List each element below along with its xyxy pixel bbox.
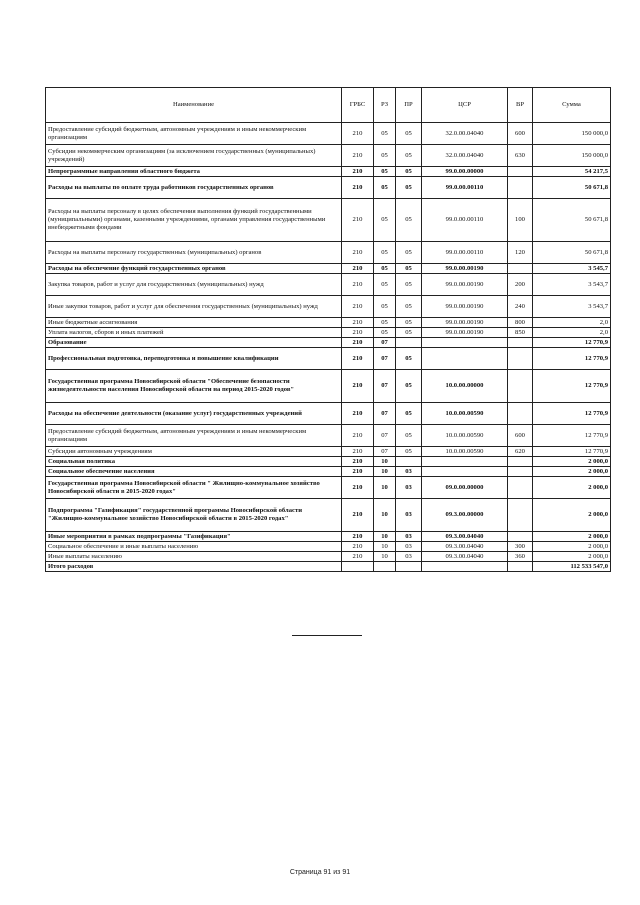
row-pr: 05 <box>396 123 422 145</box>
row-name: Профессиональная подготовка, переподготовка и повышение квалификации <box>46 348 342 370</box>
header-name: Наименование <box>46 88 342 123</box>
row-vr: 360 <box>508 552 533 562</box>
row-vr <box>508 338 533 348</box>
row-grbs: 210 <box>342 296 374 318</box>
row-grbs: 210 <box>342 457 374 467</box>
row-pr: 03 <box>396 499 422 532</box>
row-grbs <box>342 562 374 572</box>
row-name: Иные выплаты населению <box>46 552 342 562</box>
row-grbs: 210 <box>342 403 374 425</box>
row-name: Расходы на обеспечение деятельности (оказание услуг) государственных учреждений <box>46 403 342 425</box>
row-vr <box>508 348 533 370</box>
row-sum: 2 000,0 <box>533 532 611 542</box>
row-pr: 05 <box>396 296 422 318</box>
row-csr: 99.0.00.00190 <box>422 328 508 338</box>
row-name: Иные мероприятия в рамках подпрограммы "Газификация" <box>46 532 342 542</box>
row-rz: 05 <box>374 199 396 242</box>
row-pr: 05 <box>396 177 422 199</box>
row-vr <box>508 403 533 425</box>
row-name: Субсидии автономным учреждениям <box>46 447 342 457</box>
row-rz: 10 <box>374 532 396 542</box>
row-pr: 05 <box>396 328 422 338</box>
row-csr <box>422 338 508 348</box>
row-name: Субсидии некоммерческим организациям (за исключением государственных (муниципальных) учреждений) <box>46 145 342 167</box>
row-vr: 600 <box>508 123 533 145</box>
row-rz: 05 <box>374 167 396 177</box>
row-vr: 240 <box>508 296 533 318</box>
page-footer: Страница 91 из 91 <box>289 869 351 876</box>
row-sum: 2 000,0 <box>533 552 611 562</box>
row-name: Расходы на выплаты персоналу государственных (муниципальных) органов <box>46 242 342 264</box>
row-name: Закупка товаров, работ и услуг для государственных (муниципальных) нужд <box>46 274 342 296</box>
row-name: Расходы на обеспечение функций государственных органов <box>46 264 342 274</box>
row-name: Итого расходов <box>46 562 342 572</box>
row-csr: 10.0.00.00590 <box>422 403 508 425</box>
row-vr: 300 <box>508 542 533 552</box>
row-grbs: 210 <box>342 370 374 403</box>
row-name: Социальное обеспечение населения <box>46 467 342 477</box>
header-rz: РЗ <box>374 88 396 123</box>
row-rz: 05 <box>374 145 396 167</box>
row-rz: 07 <box>374 338 396 348</box>
row-rz: 10 <box>374 477 396 499</box>
row-rz: 10 <box>374 467 396 477</box>
row-grbs: 210 <box>342 242 374 264</box>
row-pr: 05 <box>396 264 422 274</box>
row-vr <box>508 370 533 403</box>
row-name: Уплата налогов, сборов и иных платежей <box>46 328 342 338</box>
row-grbs: 210 <box>342 264 374 274</box>
row-name: Расходы на выплаты персоналу в целях обеспечения выполнения функций государственными (муниципальными) органами, казенными учреждениями, органами управления государственными внебюджетными фондами <box>46 199 342 242</box>
row-vr: 200 <box>508 274 533 296</box>
row-vr: 600 <box>508 425 533 447</box>
row-vr <box>508 167 533 177</box>
row-grbs: 210 <box>342 328 374 338</box>
row-pr: 05 <box>396 425 422 447</box>
row-sum: 12 770,9 <box>533 348 611 370</box>
row-rz <box>374 562 396 572</box>
row-name: Непрограммные направления областного бюджета <box>46 167 342 177</box>
row-grbs: 210 <box>342 338 374 348</box>
separator-line <box>292 635 362 636</box>
row-vr: 620 <box>508 447 533 457</box>
row-csr: 09.3.00.04040 <box>422 542 508 552</box>
row-sum: 12 770,9 <box>533 425 611 447</box>
row-sum: 2 000,0 <box>533 457 611 467</box>
row-pr: 05 <box>396 318 422 328</box>
row-sum: 2 000,0 <box>533 542 611 552</box>
row-sum: 3 545,7 <box>533 264 611 274</box>
header-pr: ПР <box>396 88 422 123</box>
row-rz: 10 <box>374 542 396 552</box>
table-header-row <box>46 88 611 123</box>
row-rz: 05 <box>374 318 396 328</box>
row-csr: 10.0.00.00590 <box>422 425 508 447</box>
row-pr: 03 <box>396 467 422 477</box>
row-rz: 07 <box>374 425 396 447</box>
row-rz: 07 <box>374 370 396 403</box>
header-vr: ВР <box>508 88 533 123</box>
row-rz: 05 <box>374 264 396 274</box>
row-grbs: 210 <box>342 499 374 532</box>
row-rz: 05 <box>374 242 396 264</box>
row-csr: 99.0.00.00190 <box>422 264 508 274</box>
row-grbs: 210 <box>342 318 374 328</box>
row-sum: 2 000,0 <box>533 477 611 499</box>
row-grbs: 210 <box>342 123 374 145</box>
row-pr: 05 <box>396 242 422 264</box>
header-csr: ЦСР <box>422 88 508 123</box>
row-vr <box>508 177 533 199</box>
row-vr <box>508 264 533 274</box>
row-sum: 2,0 <box>533 318 611 328</box>
row-sum: 3 543,7 <box>533 274 611 296</box>
row-sum: 12 770,9 <box>533 447 611 457</box>
row-pr: 05 <box>396 199 422 242</box>
row-grbs: 210 <box>342 425 374 447</box>
row-grbs: 210 <box>342 167 374 177</box>
row-sum: 112 533 547,0 <box>533 562 611 572</box>
row-grbs: 210 <box>342 467 374 477</box>
row-csr <box>422 457 508 467</box>
row-name: Социальная политика <box>46 457 342 467</box>
row-pr: 05 <box>396 348 422 370</box>
row-pr: 03 <box>396 542 422 552</box>
row-name: Иные закупки товаров, работ и услуг для обеспечения государственных (муниципальных) нужд <box>46 296 342 318</box>
row-name: Государственная программа Новосибирской области "Обеспечение безопасности жизнедеятельности населения Новосибирской области на период 2015-2020 годов" <box>46 370 342 403</box>
row-csr: 09.3.00.00000 <box>422 499 508 532</box>
row-pr: 03 <box>396 477 422 499</box>
row-name: Государственная программа Новосибирской области " Жилищно-коммунальное хозяйство Новосибирской области в 2015-2020 годах" <box>46 477 342 499</box>
row-grbs: 210 <box>342 532 374 542</box>
row-rz: 05 <box>374 123 396 145</box>
row-rz: 05 <box>374 328 396 338</box>
row-vr <box>508 562 533 572</box>
row-pr: 03 <box>396 552 422 562</box>
row-sum: 2 000,0 <box>533 467 611 477</box>
row-csr <box>422 467 508 477</box>
row-rz: 07 <box>374 447 396 457</box>
row-rz: 05 <box>374 296 396 318</box>
row-pr: 05 <box>396 145 422 167</box>
row-sum: 12 770,9 <box>533 338 611 348</box>
row-name: Подпрограмма "Газификация" государственной программы Новосибирской области "Жилищно-коммунальное хозяйство Новосибирской области в 2015-2020 годах" <box>46 499 342 532</box>
row-csr: 09.3.00.04040 <box>422 552 508 562</box>
row-csr: 99.0.00.00190 <box>422 296 508 318</box>
row-vr <box>508 477 533 499</box>
row-vr <box>508 532 533 542</box>
row-sum: 50 671,8 <box>533 242 611 264</box>
row-csr: 32.0.00.04040 <box>422 123 508 145</box>
row-grbs: 210 <box>342 199 374 242</box>
row-pr: 03 <box>396 532 422 542</box>
row-csr <box>422 348 508 370</box>
row-name: Иные бюджетные ассигнования <box>46 318 342 328</box>
row-sum: 2 000,0 <box>533 499 611 532</box>
row-pr: 05 <box>396 274 422 296</box>
row-sum: 50 671,8 <box>533 177 611 199</box>
row-name: Расходы на выплаты по оплате труда работников государственных органов <box>46 177 342 199</box>
row-pr: 05 <box>396 167 422 177</box>
row-csr: 99.0.00.00000 <box>422 167 508 177</box>
row-grbs: 210 <box>342 145 374 167</box>
header-grbs: ГРБС <box>342 88 374 123</box>
row-name: Предоставление субсидий бюджетным, автономным учреждениям и иным некоммерческим организациям <box>46 123 342 145</box>
row-csr: 99.0.00.00190 <box>422 318 508 328</box>
row-grbs: 210 <box>342 447 374 457</box>
row-csr: 32.0.00.04040 <box>422 145 508 167</box>
row-grbs: 210 <box>342 552 374 562</box>
row-csr: 09.3.00.04040 <box>422 532 508 542</box>
row-pr: 05 <box>396 403 422 425</box>
row-pr: 05 <box>396 447 422 457</box>
row-sum: 150 000,0 <box>533 123 611 145</box>
row-name: Социальное обеспечение и иные выплаты населению <box>46 542 342 552</box>
row-grbs: 210 <box>342 274 374 296</box>
row-rz: 05 <box>374 274 396 296</box>
row-grbs: 210 <box>342 542 374 552</box>
row-grbs: 210 <box>342 348 374 370</box>
row-csr: 09.0.00.00000 <box>422 477 508 499</box>
budget-table <box>45 87 611 572</box>
row-sum: 50 671,8 <box>533 199 611 242</box>
row-vr: 800 <box>508 318 533 328</box>
row-sum: 12 770,9 <box>533 403 611 425</box>
row-vr <box>508 499 533 532</box>
row-csr: 10.0.00.00590 <box>422 447 508 457</box>
row-pr: 05 <box>396 370 422 403</box>
row-rz: 07 <box>374 403 396 425</box>
row-rz: 07 <box>374 348 396 370</box>
row-pr <box>396 457 422 467</box>
row-rz: 05 <box>374 177 396 199</box>
row-sum: 54 217,5 <box>533 167 611 177</box>
row-rz: 10 <box>374 552 396 562</box>
row-rz: 10 <box>374 499 396 532</box>
row-sum: 150 000,0 <box>533 145 611 167</box>
row-vr <box>508 457 533 467</box>
row-csr: 99.0.00.00110 <box>422 242 508 264</box>
row-vr: 630 <box>508 145 533 167</box>
row-csr: 99.0.00.00110 <box>422 199 508 242</box>
row-sum: 2,0 <box>533 328 611 338</box>
row-name: Образование <box>46 338 342 348</box>
row-grbs: 210 <box>342 477 374 499</box>
row-csr: 99.0.00.00110 <box>422 177 508 199</box>
row-csr: 10.0.00.00000 <box>422 370 508 403</box>
row-sum: 3 543,7 <box>533 296 611 318</box>
row-csr <box>422 562 508 572</box>
row-vr: 100 <box>508 199 533 242</box>
row-rz: 10 <box>374 457 396 467</box>
row-grbs: 210 <box>342 177 374 199</box>
row-vr <box>508 467 533 477</box>
row-pr <box>396 338 422 348</box>
row-pr <box>396 562 422 572</box>
row-vr: 850 <box>508 328 533 338</box>
row-name: Предоставление субсидий бюджетным, автономным учреждениям и иным некоммерческим организациям <box>46 425 342 447</box>
row-sum: 12 770,9 <box>533 370 611 403</box>
row-vr: 120 <box>508 242 533 264</box>
header-sum: Сумма <box>533 88 611 123</box>
row-csr: 99.0.00.00190 <box>422 274 508 296</box>
